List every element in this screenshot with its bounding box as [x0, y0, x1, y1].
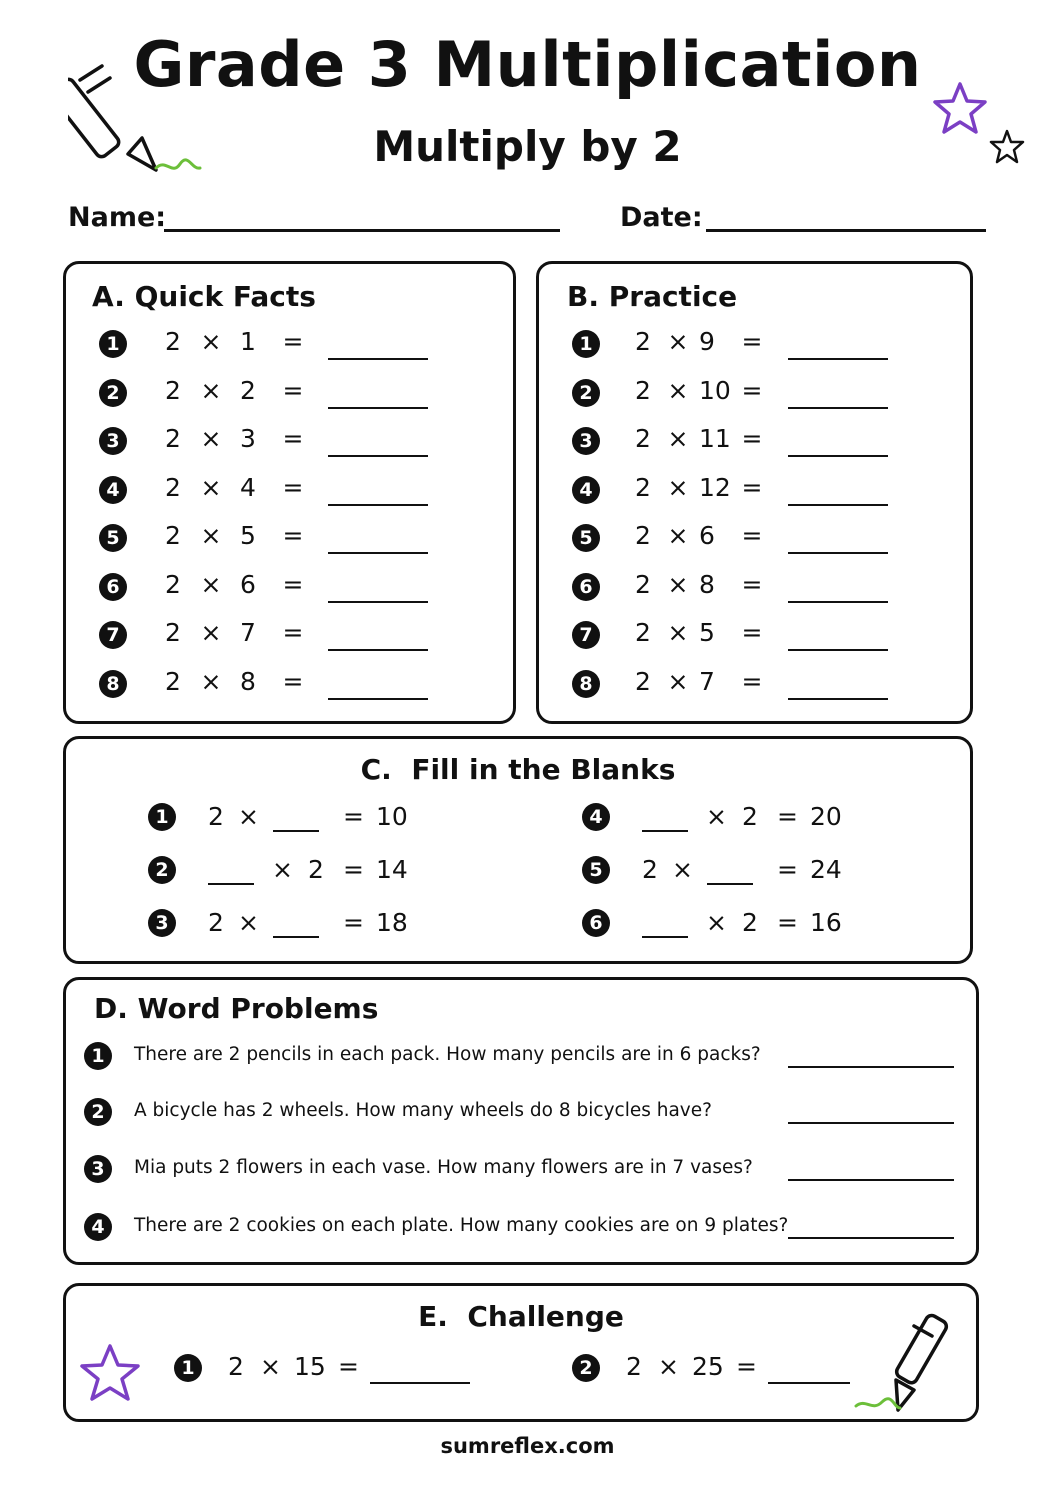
- factor-b: 4: [240, 472, 256, 502]
- equals-sign: =: [282, 424, 304, 453]
- times-sign: ×: [200, 472, 222, 502]
- factor-b: 9: [699, 327, 715, 356]
- factor-a: 2: [165, 521, 181, 550]
- factor-a: 2: [208, 802, 224, 831]
- equals-sign: =: [741, 472, 763, 502]
- answer-blank[interactable]: [328, 601, 428, 603]
- answer-blank[interactable]: [768, 1382, 850, 1384]
- equals-sign: =: [741, 666, 763, 696]
- factor-a: 2: [635, 424, 651, 453]
- factor-b: 2: [742, 802, 758, 831]
- item-number-badge: 3: [572, 427, 600, 455]
- times-sign: ×: [667, 472, 689, 502]
- answer-blank[interactable]: [328, 649, 428, 651]
- factor-b: 2: [240, 375, 256, 405]
- times-sign: ×: [200, 327, 222, 356]
- equals-sign: =: [741, 618, 763, 647]
- section-c-panel: [63, 736, 973, 964]
- times-sign: ×: [667, 521, 689, 550]
- answer-blank[interactable]: [642, 936, 688, 938]
- factor-a: 2: [165, 327, 181, 356]
- times-sign: ×: [200, 521, 222, 550]
- name-label: Name:: [68, 202, 167, 233]
- item-number-badge: 2: [572, 1354, 600, 1382]
- factor-b: 8: [240, 666, 256, 696]
- result: 18: [376, 908, 408, 937]
- times-sign: ×: [667, 375, 689, 405]
- equals-sign: =: [736, 1352, 757, 1381]
- item-number-badge: 8: [99, 670, 127, 698]
- answer-blank[interactable]: [328, 455, 428, 457]
- factor-a: 2: [635, 569, 651, 599]
- factor-b: 25: [692, 1352, 724, 1381]
- answer-blank[interactable]: [788, 1066, 954, 1068]
- item-number-badge: 2: [148, 856, 176, 884]
- item-number-badge: 2: [84, 1098, 112, 1126]
- item-number-badge: 2: [572, 379, 600, 407]
- result: 14: [376, 855, 408, 884]
- times-sign: ×: [272, 855, 293, 884]
- equals-sign: =: [741, 521, 763, 550]
- times-sign: ×: [658, 1352, 679, 1381]
- equals-sign: =: [343, 855, 364, 884]
- factor-a: 2: [165, 569, 181, 599]
- answer-blank[interactable]: [328, 698, 428, 700]
- factor-a: 2: [635, 521, 651, 550]
- item-number-badge: 5: [99, 524, 127, 552]
- equals-sign: =: [282, 327, 304, 356]
- factor-a: 2: [635, 472, 651, 502]
- item-number-badge: 4: [99, 476, 127, 504]
- answer-blank[interactable]: [273, 830, 319, 832]
- factor-a: 2: [165, 375, 181, 405]
- answer-blank[interactable]: [788, 698, 888, 700]
- answer-blank[interactable]: [273, 936, 319, 938]
- item-number-badge: 6: [99, 573, 127, 601]
- factor-a: 2: [165, 424, 181, 453]
- item-number-badge: 4: [572, 476, 600, 504]
- times-sign: ×: [200, 569, 222, 599]
- times-sign: ×: [200, 375, 222, 405]
- factor-b: 5: [699, 618, 715, 647]
- equals-sign: =: [777, 802, 798, 831]
- equals-sign: =: [777, 908, 798, 937]
- factor-a: 2: [626, 1352, 642, 1381]
- answer-blank[interactable]: [788, 1122, 954, 1124]
- section-a-heading: A. Quick Facts: [92, 280, 316, 313]
- answer-blank[interactable]: [788, 601, 888, 603]
- times-sign: ×: [260, 1352, 281, 1381]
- star-icon: [930, 80, 990, 138]
- equals-sign: =: [741, 569, 763, 599]
- factor-a: 2: [635, 666, 651, 696]
- item-number-badge: 5: [582, 856, 610, 884]
- answer-blank[interactable]: [328, 407, 428, 409]
- item-number-badge: 1: [174, 1354, 202, 1382]
- factor-a: 2: [635, 618, 651, 647]
- item-number-badge: 1: [148, 803, 176, 831]
- equals-sign: =: [282, 618, 304, 647]
- item-number-badge: 7: [572, 621, 600, 649]
- item-number-badge: 1: [99, 330, 127, 358]
- factor-b: 2: [308, 855, 324, 884]
- times-sign: ×: [706, 802, 727, 831]
- times-sign: ×: [238, 802, 259, 831]
- times-sign: ×: [667, 327, 689, 356]
- item-number-badge: 1: [84, 1042, 112, 1070]
- factor-b: 5: [240, 521, 256, 550]
- name-field[interactable]: [164, 229, 560, 232]
- answer-blank[interactable]: [208, 883, 254, 885]
- factor-b: 11: [699, 424, 731, 453]
- item-number-badge: 1: [572, 330, 600, 358]
- word-problem-text: There are 2 pencils in each pack. How many pencils are in 6 packs?: [134, 1044, 761, 1065]
- word-problem-text: A bicycle has 2 wheels. How many wheels do 8 bicycles have?: [134, 1100, 712, 1121]
- factor-b: 2: [742, 908, 758, 937]
- times-sign: ×: [200, 618, 222, 647]
- answer-blank[interactable]: [788, 1237, 954, 1239]
- factor-a: 2: [642, 855, 658, 884]
- times-sign: ×: [672, 855, 693, 884]
- times-sign: ×: [667, 569, 689, 599]
- factor-b: 10: [699, 375, 731, 405]
- crayon-icon: [852, 1310, 960, 1418]
- factor-b: 3: [240, 424, 256, 453]
- factor-b: 6: [699, 521, 715, 550]
- factor-a: 2: [228, 1352, 244, 1381]
- item-number-badge: 4: [582, 803, 610, 831]
- equals-sign: =: [741, 375, 763, 405]
- equals-sign: =: [338, 1352, 359, 1381]
- item-number-badge: 3: [148, 909, 176, 937]
- answer-blank[interactable]: [328, 504, 428, 506]
- word-problem-text: There are 2 cookies on each plate. How many cookies are on 9 plates?: [134, 1215, 789, 1236]
- equals-sign: =: [282, 472, 304, 502]
- item-number-badge: 3: [84, 1155, 112, 1183]
- word-problem-text: Mia puts 2 flowers in each vase. How many flowers are in 7 vases?: [134, 1157, 753, 1178]
- answer-blank[interactable]: [788, 504, 888, 506]
- times-sign: ×: [200, 424, 222, 453]
- result: 16: [810, 908, 842, 937]
- answer-blank[interactable]: [788, 1179, 954, 1181]
- times-sign: ×: [667, 618, 689, 647]
- item-number-badge: 4: [84, 1213, 112, 1241]
- equals-sign: =: [282, 569, 304, 599]
- times-sign: ×: [238, 908, 259, 937]
- result: 10: [376, 802, 408, 831]
- answer-blank[interactable]: [788, 649, 888, 651]
- factor-b: 8: [699, 569, 715, 599]
- result: 24: [810, 855, 842, 884]
- factor-a: 2: [635, 327, 651, 356]
- equals-sign: =: [343, 908, 364, 937]
- factor-a: 2: [165, 472, 181, 502]
- equals-sign: =: [741, 424, 763, 453]
- date-field[interactable]: [706, 229, 986, 232]
- factor-b: 12: [699, 472, 731, 502]
- answer-blank[interactable]: [370, 1382, 470, 1384]
- answer-blank[interactable]: [788, 407, 888, 409]
- answer-blank[interactable]: [788, 358, 888, 360]
- answer-blank[interactable]: [788, 552, 888, 554]
- times-sign: ×: [200, 666, 222, 696]
- equals-sign: =: [282, 375, 304, 405]
- item-number-badge: 6: [572, 573, 600, 601]
- answer-blank[interactable]: [707, 883, 753, 885]
- star-icon: [987, 128, 1027, 166]
- equals-sign: =: [777, 855, 798, 884]
- result: 20: [810, 802, 842, 831]
- item-number-badge: 2: [99, 379, 127, 407]
- star-icon: [78, 1342, 142, 1404]
- answer-blank[interactable]: [642, 830, 688, 832]
- worksheet-subtitle: Multiply by 2: [373, 122, 682, 171]
- section-c-heading: C. Fill in the Blanks: [360, 753, 676, 786]
- section-e-heading: E. Challenge: [418, 1300, 624, 1333]
- worksheet-title: Grade 3 Multiplication: [133, 28, 922, 101]
- factor-b: 7: [240, 618, 256, 647]
- item-number-badge: 6: [582, 909, 610, 937]
- section-a-panel: [63, 261, 516, 724]
- section-b-heading: B. Practice: [567, 280, 738, 313]
- date-label: Date:: [620, 202, 703, 233]
- times-sign: ×: [667, 424, 689, 453]
- answer-blank[interactable]: [328, 552, 428, 554]
- factor-b: 1: [240, 327, 256, 356]
- equals-sign: =: [741, 327, 763, 356]
- footer-site: sumreflex.com: [440, 1434, 615, 1458]
- equals-sign: =: [282, 521, 304, 550]
- item-number-badge: 7: [99, 621, 127, 649]
- item-number-badge: 5: [572, 524, 600, 552]
- factor-a: 2: [635, 375, 651, 405]
- crayon-icon: [68, 58, 208, 183]
- answer-blank[interactable]: [328, 358, 428, 360]
- section-d-panel: [63, 977, 979, 1265]
- equals-sign: =: [343, 802, 364, 831]
- answer-blank[interactable]: [788, 455, 888, 457]
- item-number-badge: 3: [99, 427, 127, 455]
- section-b-panel: [536, 261, 973, 724]
- times-sign: ×: [667, 666, 689, 696]
- section-e-panel: [63, 1283, 979, 1422]
- factor-a: 2: [165, 618, 181, 647]
- factor-a: 2: [208, 908, 224, 937]
- factor-b: 6: [240, 569, 256, 599]
- factor-b: 7: [699, 666, 715, 696]
- factor-b: 15: [294, 1352, 326, 1381]
- section-d-heading: D. Word Problems: [94, 992, 379, 1025]
- item-number-badge: 8: [572, 670, 600, 698]
- equals-sign: =: [282, 666, 304, 696]
- times-sign: ×: [706, 908, 727, 937]
- factor-a: 2: [165, 666, 181, 696]
